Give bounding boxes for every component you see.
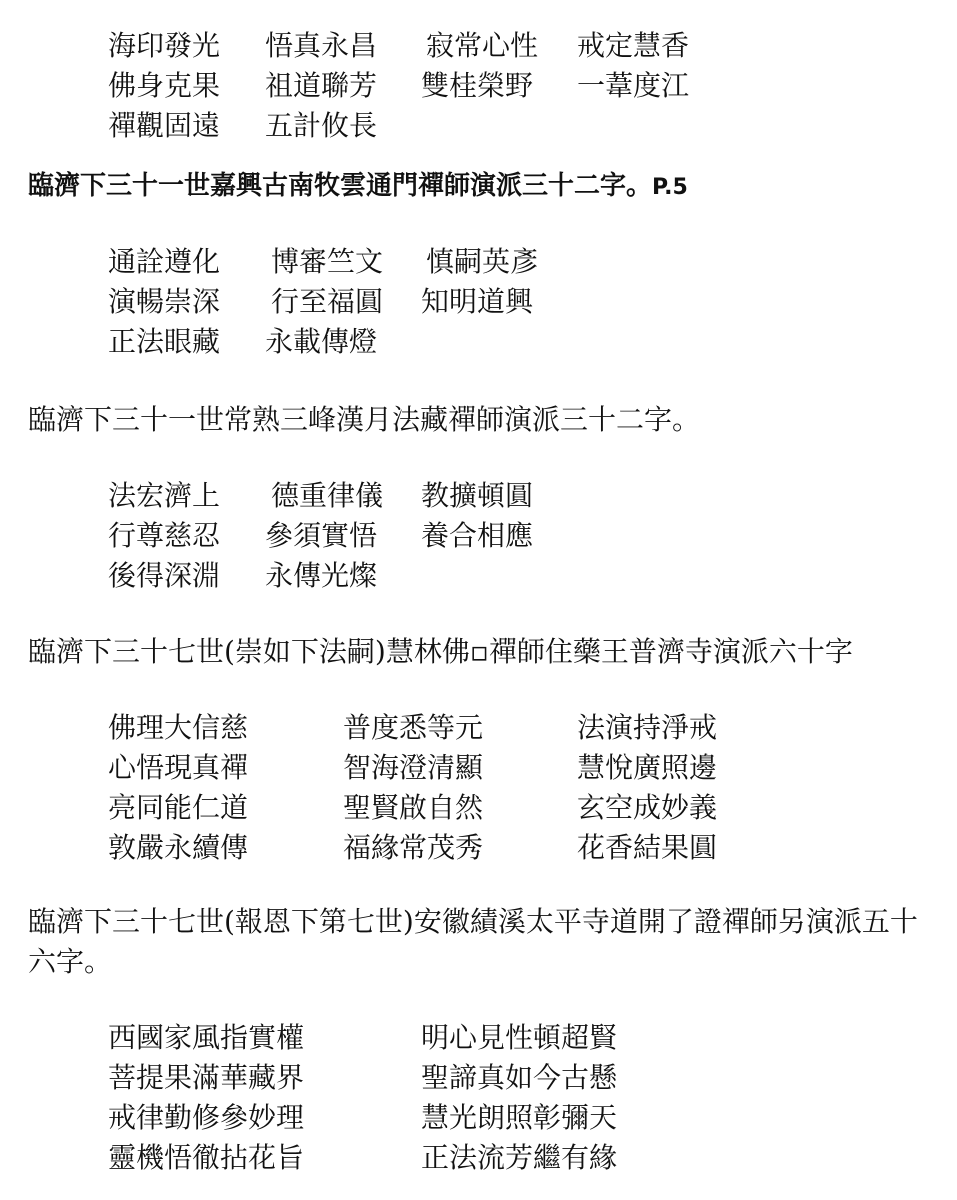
- verse-phrase: 福緣常茂秀: [343, 831, 484, 864]
- verse-phrase: 博審竺文: [271, 245, 384, 278]
- verse-phrase: 通詮遵化: [108, 245, 221, 278]
- heading-text: 臨濟下三十一世常熟三峰漢月法藏禪師演派三十二字。: [28, 403, 701, 436]
- verse-phrase: 智海澄清顯: [343, 751, 484, 784]
- section-heading: [28, 400, 937, 440]
- verse-phrase: 佛理大信慈: [108, 711, 249, 744]
- verse-phrase: 演暢崇深: [108, 285, 221, 318]
- verse-phrase: 佛身克果: [108, 69, 221, 102]
- verse-phrase: 戒定慧香: [577, 29, 690, 62]
- verse-phrase: 正法流芳繼有緣: [421, 1141, 618, 1174]
- verse-phrase: 亮同能仁道: [108, 791, 249, 824]
- verse-phrase: 玄空成妙義: [577, 791, 718, 824]
- verse-phrase: 雙桂榮野: [421, 69, 534, 102]
- verse-phrase: 慧悅廣照邊: [577, 751, 718, 784]
- verse-phrase: 聖賢啟自然: [343, 791, 484, 824]
- verse-phrase: 後得深淵: [108, 559, 221, 592]
- verse-phrase: 永載傳燈: [265, 325, 378, 358]
- heading-text: 臨濟下三十七世(崇如下法嗣)慧林佛▫禪師住藥王普濟寺演派六十字: [28, 635, 853, 668]
- verse-phrase: 一葦度江: [577, 69, 690, 102]
- page-reference: P.5: [652, 175, 688, 200]
- verse-phrase: 正法眼藏: [108, 325, 221, 358]
- verse-phrase: 永傳光燦: [265, 559, 378, 592]
- heading-text: 臨濟下三十一世嘉興古南牧雲通門禪師演派三十二字。: [28, 171, 653, 201]
- section-heading: [28, 902, 933, 982]
- verse-phrase: 知明道興: [421, 285, 534, 318]
- verse-phrase: 明心見性頓超賢: [421, 1021, 618, 1054]
- verse-phrase: 西國家風指實權: [108, 1021, 305, 1054]
- verse-phrase: 行至福圓: [271, 285, 384, 318]
- verse-phrase: 海印發光: [108, 29, 221, 62]
- verse-phrase: 慧光朗照彰彌天: [421, 1101, 618, 1134]
- verse-phrase: 祖道聯芳: [265, 69, 378, 102]
- verse-phrase: 慎嗣英彥: [426, 245, 539, 278]
- verse-phrase: 戒律勤修參妙理: [108, 1101, 305, 1134]
- verse-phrase: 禪觀固遠: [108, 109, 221, 142]
- verse-phrase: 心悟現真禪: [108, 751, 249, 784]
- verse-phrase: 德重律儀: [271, 479, 384, 512]
- verse-phrase: 敦嚴永續傳: [108, 831, 249, 864]
- verse-phrase: 靈機悟徹拈花旨: [108, 1141, 305, 1174]
- verse-phrase: 花香結果圓: [577, 831, 718, 864]
- verse-phrase: 五計攸長: [265, 109, 378, 142]
- heading-text: 臨濟下三十七世(報恩下第七世)安徽績溪太平寺道開了證禪師另演派五十六字。: [28, 905, 918, 978]
- verse-phrase: 悟真永昌: [265, 29, 378, 62]
- section-heading: [28, 166, 937, 208]
- verse-phrase: 聖諦真如今古懸: [421, 1061, 618, 1094]
- verse-phrase: 法演持淨戒: [577, 711, 718, 744]
- verse-phrase: 參須實悟: [265, 519, 378, 552]
- verse-phrase: 行尊慈忍: [108, 519, 221, 552]
- verse-phrase: 養合相應: [421, 519, 534, 552]
- verse-phrase: 寂常心性: [426, 29, 539, 62]
- verse-phrase: 法宏濟上: [108, 479, 221, 512]
- verse-phrase: 菩提果滿華藏界: [108, 1061, 305, 1094]
- verse-phrase: 普度悉等元: [343, 711, 484, 744]
- verse-phrase: 教擴頓圓: [421, 479, 534, 512]
- section-heading: [28, 632, 937, 672]
